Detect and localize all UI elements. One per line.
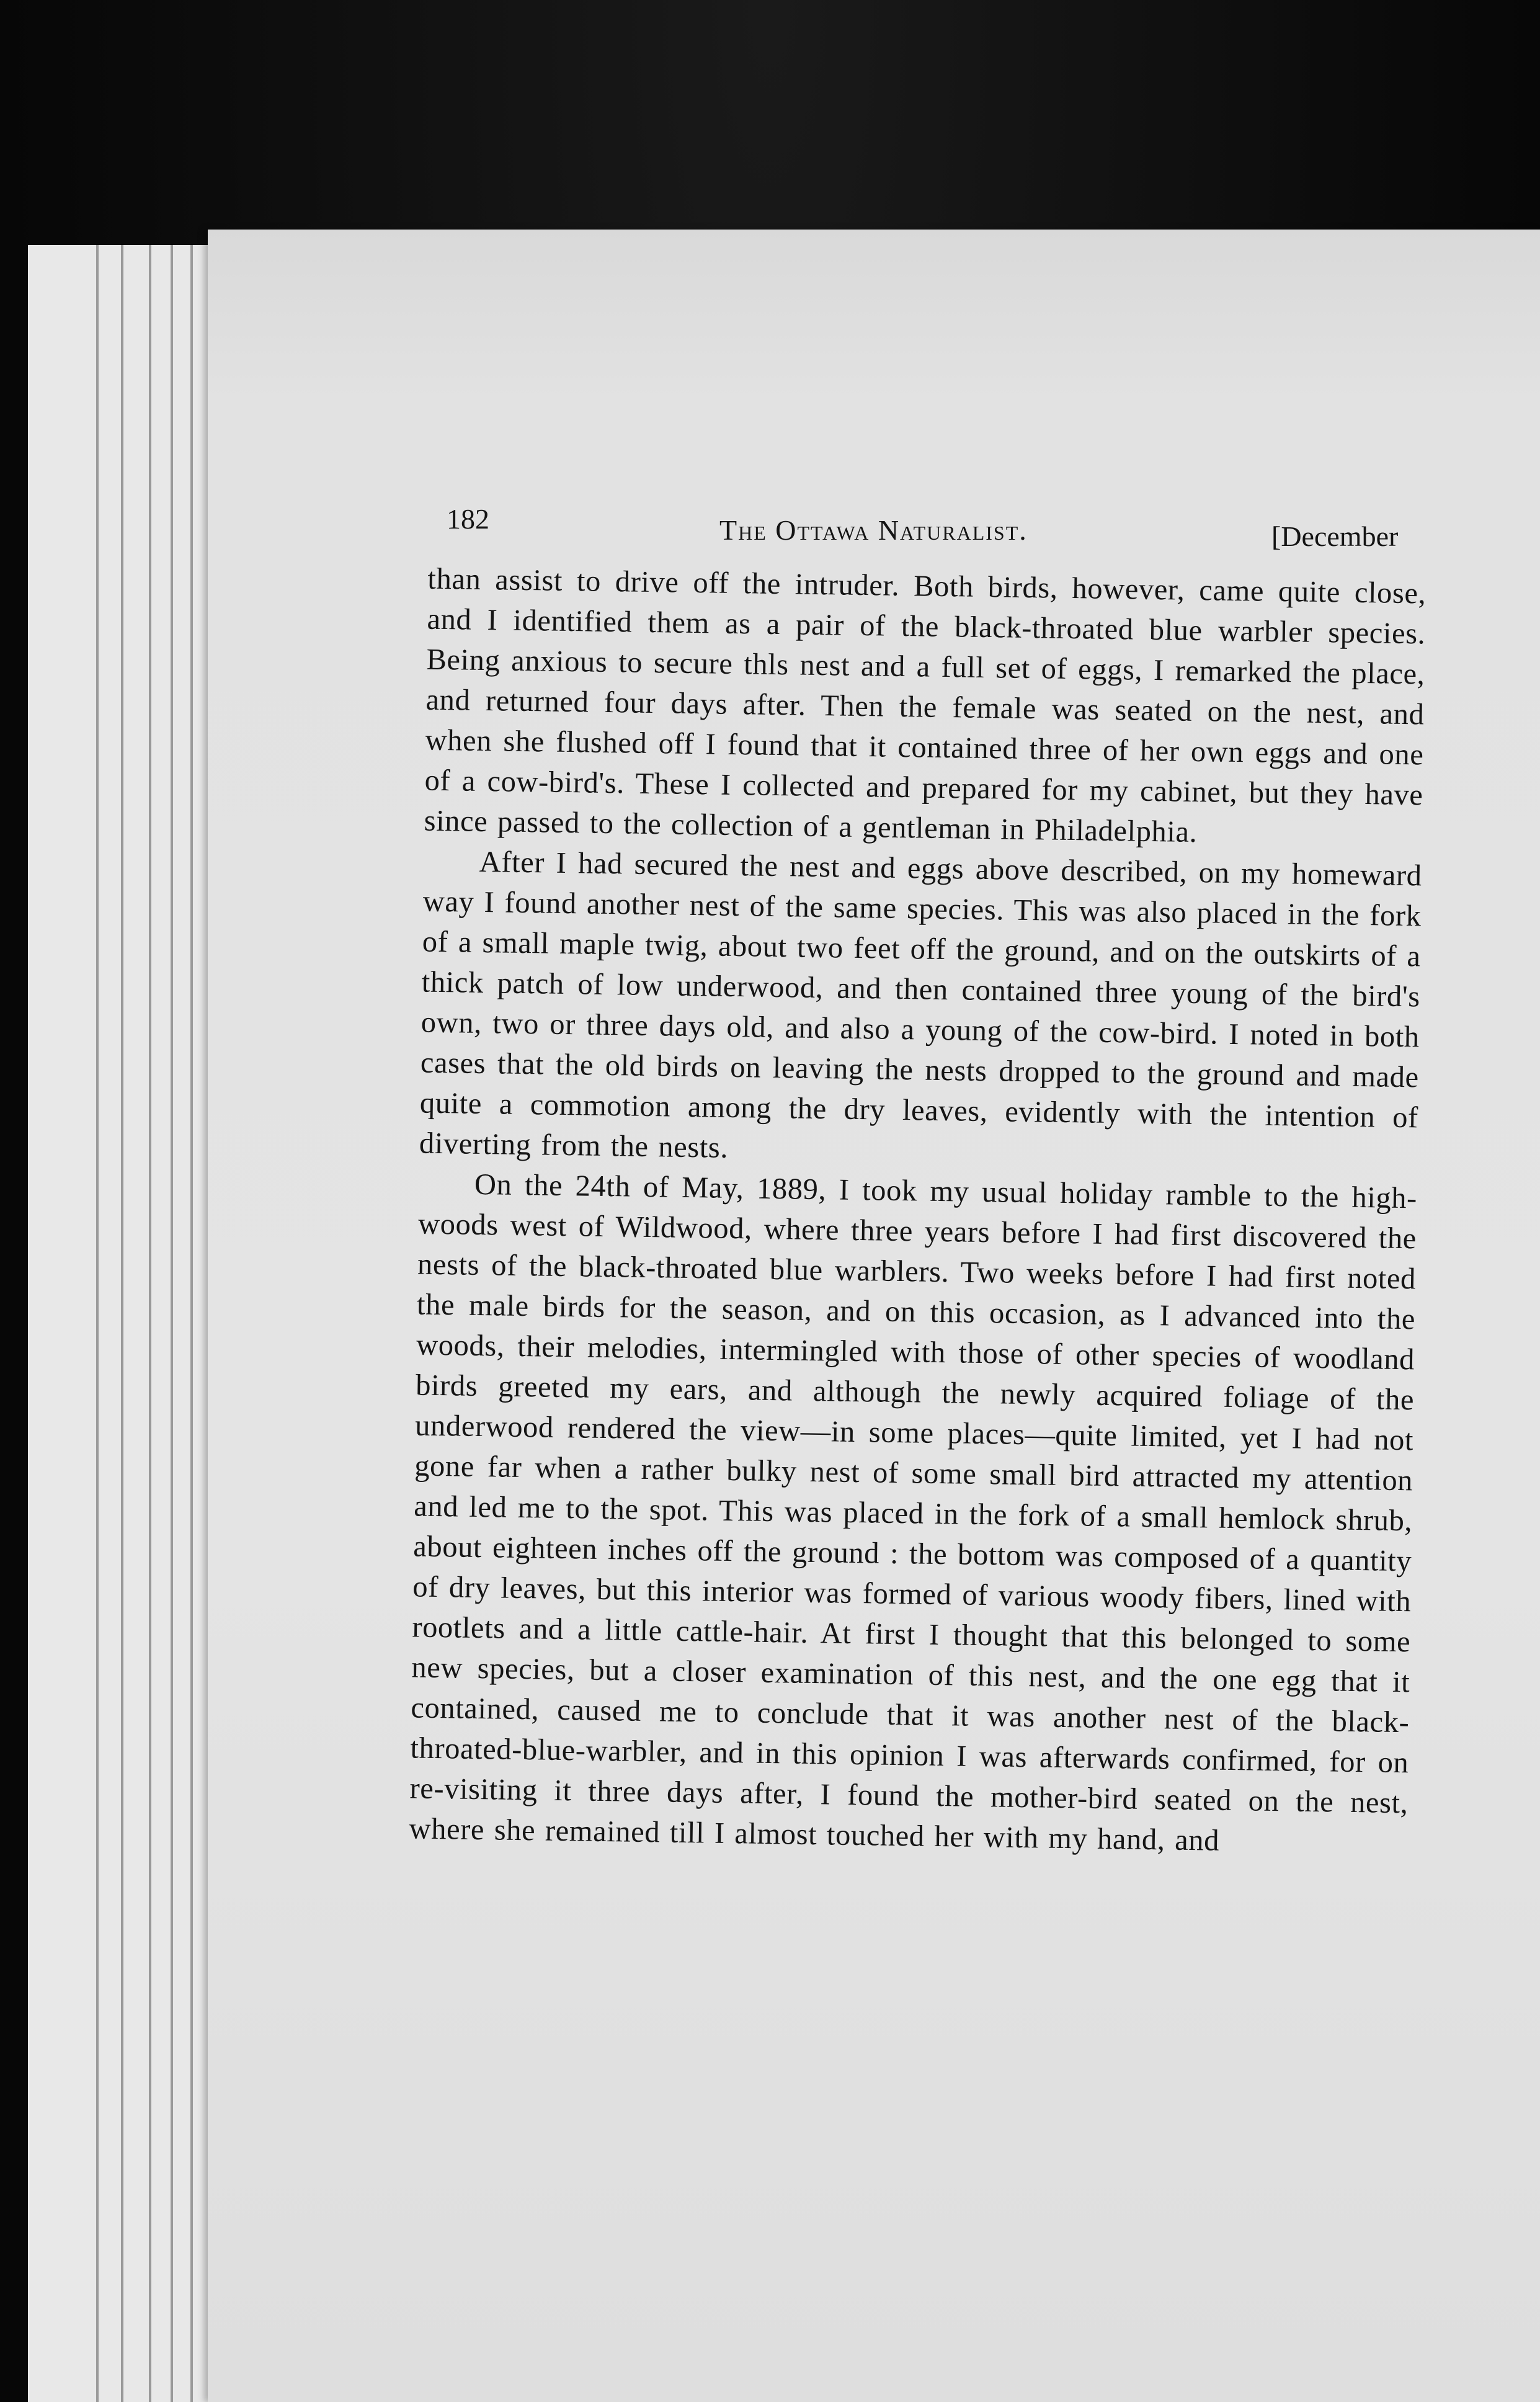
page-content	[403, 490, 1458, 1857]
paragraph: On the 24th of May, 1889, I took my usual holiday ramble to the high-woods west of Wildwood, where three years before I had first discovered the nests of the black-throated blue warblers. Two weeks before I had first noted the male birds for the season, and on this occasion, as I advanced into the woods, their melodies, intermingled with those of other species of woodland birds greeted my ears, and although the newly acquired foliage of the underwood rendered the view—in some places—quite limited, yet I had not gone far when a rather bulky nest of some small bird attracted my attention and led me to the spot. This was placed in the fork of a small hemlock shrub, about eighteen inches off the ground : the bottom was composed of a quantity of dry leaves, but this interior was formed of various woody fibers, lined with rootlets and a little cattle-hair. At first I thought that this belonged to some new species, but a closer examination of this nest, and the one egg that it contained, caused me to conclude that it was another nest of the black-throated-blue-warbler, and in this opinion I was afterwards confirmed, for on re-visiting it three days after, I found the mother-bird seated on the nest, where she remained till I almost touched her with my hand, and	[409, 1168, 1418, 1857]
journal-title: The Ottawa Naturalist.	[719, 514, 1028, 546]
article-body	[384, 558, 1427, 1864]
stacked-page-edges	[28, 245, 214, 2402]
page-edge-line	[121, 245, 123, 2402]
paragraph: than assist to drive off the intruder. Both birds, however, came quite close, and I identified them as a pair of the black-throated blue warbler species. Being anxious to secure thls nest and a full set of eggs, I remarked the place, and returned four days after. Then the female was seated on the nest, and when she flushed off I found that it contained three of her own eggs and one of a cow-bird's. These I collected and prepared for my cabinet, but they have since passed to the collection of a gentleman in Philadelphia.	[424, 562, 1427, 849]
issue-month: [December	[1271, 520, 1399, 552]
page-edge-line	[96, 245, 99, 2402]
running-head	[403, 490, 1458, 558]
page-edge-line	[171, 245, 173, 2402]
page-number: 182	[447, 503, 489, 535]
page-edge-line	[190, 245, 193, 2402]
page-edge-line	[149, 245, 151, 2402]
paragraph: After I had secured the nest and eggs above described, on my homeward way I found another nest of the same species. This was also placed in the fork of a small maple twig, about two feet off the ground, and on the outskirts of a thick patch of low underwood, and then contained three young of the bird's own, two or three days old, and also a young of the cow-bird. I noted in both cases that the old birds on leaving the nests dropped to the ground and made quite a commotion among the dry leaves, evidently with the intention of diverting from the nests.	[419, 845, 1422, 1164]
